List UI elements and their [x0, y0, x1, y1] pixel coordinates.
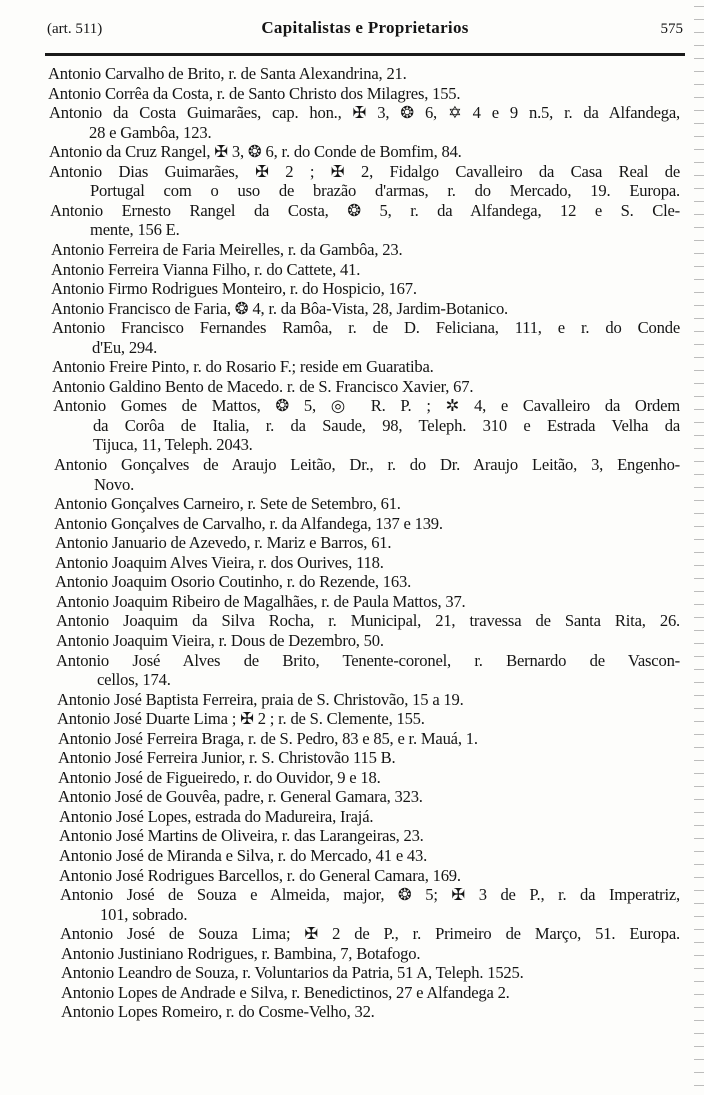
directory-entry-line: Antonio José Ferreira Braga, r. de S. Pedro, 83 e 85, e r. Mauá, 1.	[58, 728, 478, 748]
page-title: Capitalistas e Proprietarios	[261, 18, 469, 37]
entry-continuation-line: Novo.	[94, 474, 135, 494]
directory-entry-line: Antonio José de Figueiredo, r. do Ouvidor, 9 e 18.	[58, 767, 381, 787]
directory-entry-line: Antonio José Alves de Brito, Tenente-coronel, r. Bernardo de Vascon-	[56, 650, 680, 670]
directory-entry-line: Antonio Lopes de Andrade e Silva, r. Benedictinos, 27 e Alfandega 2.	[61, 982, 510, 1002]
directory-entry-line: Antonio Lopes Romeiro, r. do Cosme-Velho, 32.	[61, 1002, 375, 1022]
directory-entry-line: Antonio Galdino Bento de Macedo. r. de S. Francisco Xavier, 67.	[52, 376, 474, 396]
article-reference: (art. 511)	[47, 21, 103, 37]
page-edge-scan-artifact	[694, 0, 704, 1095]
directory-entry-line: Antonio José de Miranda e Silva, r. do Mercado, 41 e 43.	[59, 846, 428, 865]
directory-entry-line: Antonio Gonçalves de Carvalho, r. da Alfandega, 137 e 139.	[54, 513, 443, 533]
entry-continuation-line: 101, sobrado.	[100, 904, 188, 924]
entry-continuation-line: mente, 156 E.	[90, 220, 180, 240]
directory-entry-line: Antonio da Cruz Rangel, ✠ 3, ❂ 6, r. do Conde de Bomfim, 84.	[49, 142, 462, 162]
entry-continuation-line: Tijuca, 11, Teleph. 2043.	[93, 435, 253, 455]
directory-entry-line: Antonio Ferreira Vianna Filho, r. do Cattete, 41.	[51, 259, 361, 279]
entry-continuation-line: d'Eu, 294.	[92, 337, 158, 357]
directory-entry-line: Antonio José Ferreira Junior, r. S. Christovão 115 B.	[58, 748, 396, 768]
directory-entry-line: Antonio Justiniano Rodrigues, r. Bambina, 7, Botafogo.	[61, 943, 421, 963]
directory-entry-line: Antonio Francisco Fernandes Ramôa, r. de D. Feliciana, 111, e r. do Conde	[52, 318, 680, 338]
directory-entry-line: Antonio Carvalho de Brito, r. de Santa Alexandrina, 21.	[48, 64, 407, 83]
directory-entry-line: Antonio Corrêa da Costa, r. de Santo Christo dos Milagres, 155.	[48, 83, 461, 103]
directory-entry-line: Antonio Januario de Azevedo, r. Mariz e Barros, 61.	[55, 533, 392, 553]
directory-entry-line: Antonio Gonçalves Carneiro, r. Sete de Setembro, 61.	[54, 494, 401, 514]
directory-entry-line: Antonio Joaquim Alves Vieira, r. dos Ourives, 118.	[55, 552, 384, 572]
directory-entry-line: Antonio José Rodrigues Barcellos, r. do General Camara, 169.	[59, 865, 461, 885]
directory-entry-line: Antonio Gomes de Mattos, ❂ 5, ◎ R. P. ; ✲ 4, e Cavalleiro da Ordem	[53, 396, 680, 416]
entry-continuation-line: da Corôa de Italia, r. da Saude, 98, Teleph. 310 e Estrada Velha da	[93, 415, 680, 435]
directory-entry-line: Antonio Dias Guimarães, ✠ 2 ; ✠ 2, Fidalgo Cavalleiro da Casa Real de	[49, 161, 680, 181]
entry-continuation-line: Portugal com o uso de brazão d'armas, r. do Mercado, 19. Europa.	[90, 181, 680, 201]
directory-entry-line: Antonio Joaquim Osorio Coutinho, r. do Rezende, 163.	[55, 572, 412, 592]
directory-entry-line: Antonio Francisco de Faria, ❂ 4, r. da Bôa-Vista, 28, Jardim-Botanico.	[51, 298, 508, 318]
directory-entry-line: Antonio José de Souza Lima; ✠ 2 de P., r. Primeiro de Março, 51. Europa.	[60, 924, 680, 944]
directory-entry-line: Antonio José Baptista Ferreira, praia de S. Christovão, 15 a 19.	[57, 689, 464, 709]
directory-entry-line: Antonio José Duarte Lima ; ✠ 2 ; r. de S. Clemente, 155.	[57, 709, 425, 729]
header-rule	[45, 53, 685, 56]
entry-continuation-line: cellos, 174.	[97, 670, 171, 690]
directory-entry-line: Antonio Gonçalves de Araujo Leitão, Dr., r. do Dr. Araujo Leitão, 3, Engenho-	[54, 455, 680, 474]
directory-entry-line: Antonio Leandro de Souza, r. Voluntarios da Patria, 51 A, Teleph. 1525.	[61, 963, 524, 983]
directory-entry-line: Antonio Joaquim da Silva Rocha, r. Municipal, 21, travessa de Santa Rita, 26.	[56, 611, 680, 631]
directory-entry-line: Antonio Freire Pinto, r. do Rosario F.; reside em Guaratiba.	[52, 357, 434, 377]
directory-entry-line: Antonio Joaquim Vieira, r. Dous de Dezembro, 50.	[56, 630, 384, 650]
entry-continuation-line: 28 e Gambôa, 123.	[89, 122, 212, 142]
directory-entry-line: Antonio Firmo Rodrigues Monteiro, r. do Hospicio, 167.	[51, 279, 417, 299]
directory-entry-line: Antonio da Costa Guimarães, cap. hon., ✠ 3, ❂ 6, ✡ 4 e 9 n.5, r. da Alfandega,	[49, 103, 680, 123]
directory-entry-line: Antonio Joaquim Ribeiro de Magalhães, r. de Paula Mattos, 37.	[56, 591, 466, 611]
directory-entry-line: Antonio José Martins de Oliveira, r. das Larangeiras, 23.	[59, 826, 424, 846]
directory-entry-line: Antonio Ernesto Rangel da Costa, ❂ 5, r. da Alfandega, 12 e S. Cle-	[50, 200, 680, 220]
directory-entry-line: Antonio José de Gouvêa, padre, r. General Gamara, 323.	[58, 787, 423, 807]
directory-entry-line: Antonio José Lopes, estrada do Madureira, Irajá.	[59, 806, 374, 826]
directory-entry-line: Antonio José de Souza e Almeida, major, ❂ 5; ✠ 3 de P., r. da Imperatriz,	[60, 885, 680, 905]
page-number: 575	[660, 21, 683, 37]
running-header	[47, 18, 683, 44]
directory-entry-line: Antonio Ferreira de Faria Meirelles, r. da Gambôa, 23.	[51, 239, 403, 259]
